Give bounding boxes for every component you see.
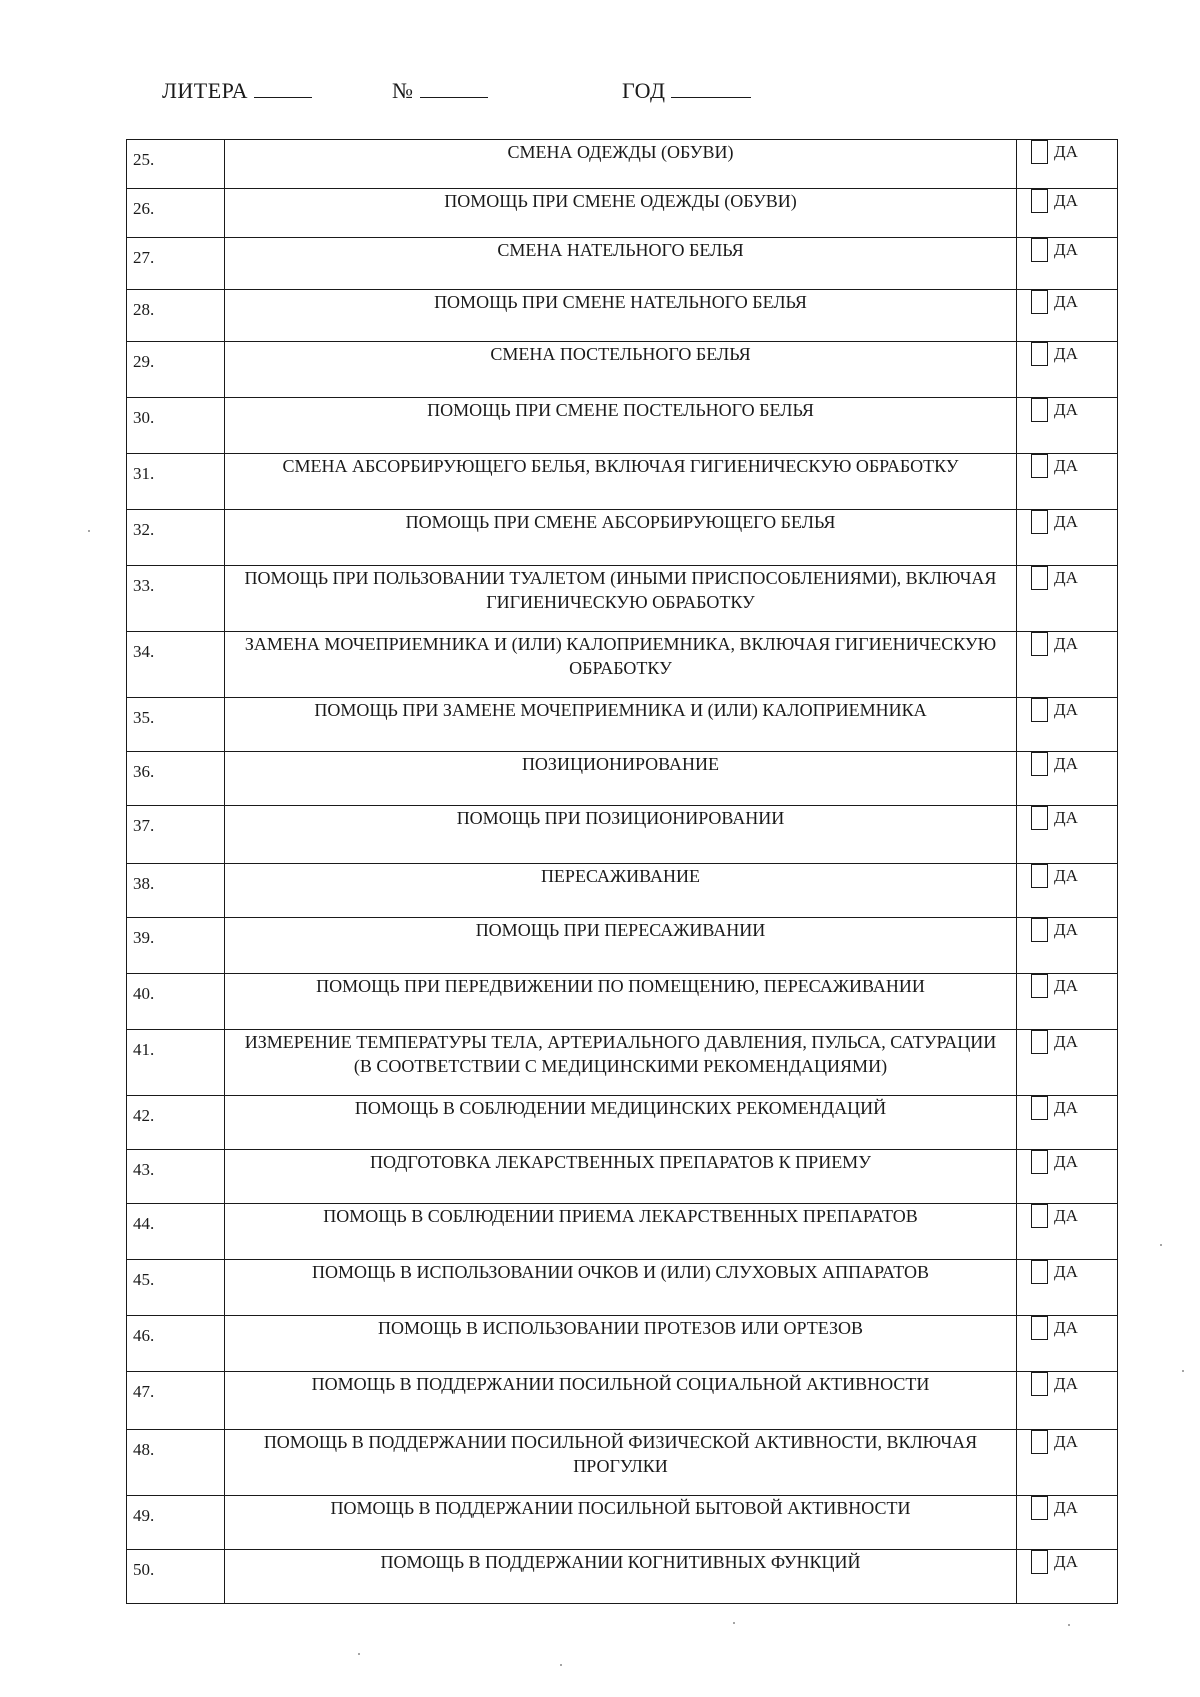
yes-label: ДА [1054,1498,1078,1517]
row-yes-cell[interactable] [1017,974,1118,1030]
row-number: 42. [127,1096,225,1150]
table-row [127,189,1118,238]
table-row [127,454,1118,510]
yes-checkbox[interactable] [1031,1260,1048,1284]
row-number: 37. [127,806,225,864]
yes-checkbox[interactable] [1031,1030,1048,1054]
yes-checkbox[interactable] [1031,189,1048,213]
row-service-text: ПЕРЕСАЖИВАНИЕ [225,864,1017,918]
row-service-text: ПОМОЩЬ В ИСПОЛЬЗОВАНИИ ОЧКОВ И (ИЛИ) СЛУХОВЫХ АППАРАТОВ [225,1260,1017,1316]
yes-checkbox[interactable] [1031,1096,1048,1120]
row-yes-cell[interactable] [1017,1550,1118,1604]
yes-checkbox[interactable] [1031,342,1048,366]
yes-label: ДА [1054,191,1078,210]
table-row [127,1550,1118,1604]
row-service-text: ПОМОЩЬ В ПОДДЕРЖАНИИ КОГНИТИВНЫХ ФУНКЦИЙ [225,1550,1017,1604]
row-number: 28. [127,290,225,342]
yes-checkbox[interactable] [1031,632,1048,656]
row-number: 39. [127,918,225,974]
row-yes-cell[interactable] [1017,454,1118,510]
yes-checkbox[interactable] [1031,238,1048,262]
yes-checkbox[interactable] [1031,864,1048,888]
yes-label: ДА [1054,1152,1078,1171]
row-yes-cell[interactable] [1017,698,1118,752]
row-service-text: СМЕНА ПОСТЕЛЬНОГО БЕЛЬЯ [225,342,1017,398]
row-number: 41. [127,1030,225,1096]
yes-checkbox[interactable] [1031,1550,1048,1574]
row-yes-cell[interactable] [1017,1372,1118,1430]
row-yes-cell[interactable] [1017,398,1118,454]
yes-checkbox[interactable] [1031,806,1048,830]
yes-checkbox[interactable] [1031,510,1048,534]
number-field [392,78,488,104]
row-service-text: ПОМОЩЬ В СОБЛЮДЕНИИ МЕДИЦИНСКИХ РЕКОМЕНДАЦИЙ [225,1096,1017,1150]
table-row [127,566,1118,632]
yes-label: ДА [1054,1552,1078,1571]
row-yes-cell[interactable] [1017,632,1118,698]
row-yes-cell[interactable] [1017,1150,1118,1204]
yes-label: ДА [1054,866,1078,885]
year-label: ГОД [622,78,666,103]
yes-label: ДА [1054,568,1078,587]
yes-label: ДА [1054,808,1078,827]
row-service-text: ПОМОЩЬ ПРИ ПЕРЕСАЖИВАНИИ [225,918,1017,974]
year-field [622,78,751,104]
yes-checkbox[interactable] [1031,1430,1048,1454]
yes-label: ДА [1054,142,1078,161]
row-yes-cell[interactable] [1017,752,1118,806]
table-row [127,1030,1118,1096]
scan-speck [88,530,90,532]
yes-label: ДА [1054,1318,1078,1337]
table-row [127,974,1118,1030]
row-service-text: ПОМОЩЬ ПРИ СМЕНЕ ОДЕЖДЫ (ОБУВИ) [225,189,1017,238]
table-row [127,752,1118,806]
row-service-text: ИЗМЕРЕНИЕ ТЕМПЕРАТУРЫ ТЕЛА, АРТЕРИАЛЬНОГО ДАВЛЕНИЯ, ПУЛЬСА, САТУРАЦИИ (В СООТВЕТСТВИИ С МЕДИЦИНСКИМИ РЕКОМЕНДАЦИЯМИ) [225,1030,1017,1096]
number-blank[interactable] [420,79,488,98]
scan-speck [358,1653,360,1655]
row-number: 38. [127,864,225,918]
scan-speck [1160,1244,1162,1246]
yes-label: ДА [1054,292,1078,311]
row-service-text: ПОМОЩЬ ПРИ ПОЗИЦИОНИРОВАНИИ [225,806,1017,864]
row-number: 27. [127,238,225,290]
row-number: 26. [127,189,225,238]
yes-label: ДА [1054,456,1078,475]
table-row [127,290,1118,342]
row-yes-cell[interactable] [1017,238,1118,290]
yes-label: ДА [1054,344,1078,363]
yes-label: ДА [1054,512,1078,531]
row-yes-cell[interactable] [1017,918,1118,974]
table-row [127,1204,1118,1260]
row-service-text: СМЕНА ОДЕЖДЫ (ОБУВИ) [225,140,1017,189]
table-row [127,1316,1118,1372]
yes-checkbox[interactable] [1031,1316,1048,1340]
table-row [127,698,1118,752]
row-number: 25. [127,140,225,189]
row-number: 48. [127,1430,225,1496]
row-yes-cell[interactable] [1017,1496,1118,1550]
row-number: 35. [127,698,225,752]
row-service-text: СМЕНА НАТЕЛЬНОГО БЕЛЬЯ [225,238,1017,290]
yes-label: ДА [1054,400,1078,419]
row-service-text: ПОМОЩЬ В ИСПОЛЬЗОВАНИИ ПРОТЕЗОВ ИЛИ ОРТЕЗОВ [225,1316,1017,1372]
row-service-text: ПОЗИЦИОНИРОВАНИЕ [225,752,1017,806]
row-number: 50. [127,1550,225,1604]
table-row [127,1430,1118,1496]
yes-label: ДА [1054,700,1078,719]
row-service-text: ПОМОЩЬ В ПОДДЕРЖАНИИ ПОСИЛЬНОЙ ФИЗИЧЕСКОЙ АКТИВНОСТИ, ВКЛЮЧАЯ ПРОГУЛКИ [225,1430,1017,1496]
row-number: 47. [127,1372,225,1430]
table-row [127,918,1118,974]
row-yes-cell[interactable] [1017,342,1118,398]
scan-speck [733,1622,735,1624]
yes-label: ДА [1054,1206,1078,1225]
row-yes-cell[interactable] [1017,1030,1118,1096]
row-number: 46. [127,1316,225,1372]
row-number: 40. [127,974,225,1030]
yes-checkbox[interactable] [1031,752,1048,776]
table-row [127,1496,1118,1550]
table-row [127,238,1118,290]
row-number: 36. [127,752,225,806]
row-service-text: ПОМОЩЬ ПРИ ЗАМЕНЕ МОЧЕПРИЕМНИКА И (ИЛИ) КАЛОПРИЕМНИКА [225,698,1017,752]
yes-label: ДА [1054,1262,1078,1281]
yes-label: ДА [1054,1032,1078,1051]
table-row [127,806,1118,864]
services-table-body [127,140,1118,1604]
row-service-text: ПОМОЩЬ ПРИ ПОЛЬЗОВАНИИ ТУАЛЕТОМ (ИНЫМИ ПРИСПОСОБЛЕНИЯМИ), ВКЛЮЧАЯ ГИГИЕНИЧЕСКУЮ ОБРАБОТКУ [225,566,1017,632]
row-yes-cell[interactable] [1017,140,1118,189]
yes-label: ДА [1054,976,1078,995]
yes-checkbox[interactable] [1031,454,1048,478]
row-service-text: ПОМОЩЬ ПРИ ПЕРЕДВИЖЕНИИ ПО ПОМЕЩЕНИЮ, ПЕРЕСАЖИВАНИИ [225,974,1017,1030]
row-service-text: ПОМОЩЬ В ПОДДЕРЖАНИИ ПОСИЛЬНОЙ БЫТОВОЙ АКТИВНОСТИ [225,1496,1017,1550]
row-number: 29. [127,342,225,398]
yes-label: ДА [1054,754,1078,773]
yes-checkbox[interactable] [1031,1150,1048,1174]
services-table [126,139,1118,1604]
litera-blank[interactable] [254,79,312,98]
row-service-text: ПОМОЩЬ ПРИ СМЕНЕ ПОСТЕЛЬНОГО БЕЛЬЯ [225,398,1017,454]
row-yes-cell[interactable] [1017,806,1118,864]
table-row [127,632,1118,698]
yes-checkbox[interactable] [1031,1496,1048,1520]
yes-checkbox[interactable] [1031,140,1048,164]
row-yes-cell[interactable] [1017,189,1118,238]
row-service-text: СМЕНА АБСОРБИРУЮЩЕГО БЕЛЬЯ, ВКЛЮЧАЯ ГИГИЕНИЧЕСКУЮ ОБРАБОТКУ [225,454,1017,510]
row-yes-cell[interactable] [1017,1096,1118,1150]
row-number: 45. [127,1260,225,1316]
table-row [127,1096,1118,1150]
row-yes-cell[interactable] [1017,1316,1118,1372]
row-yes-cell[interactable] [1017,566,1118,632]
yes-checkbox[interactable] [1031,918,1048,942]
scan-speck [560,1664,562,1666]
row-number: 30. [127,398,225,454]
row-yes-cell[interactable] [1017,1204,1118,1260]
yes-label: ДА [1054,1374,1078,1393]
yes-checkbox[interactable] [1031,290,1048,314]
year-blank[interactable] [671,79,751,98]
row-number: 43. [127,1150,225,1204]
yes-checkbox[interactable] [1031,698,1048,722]
row-service-text: ПОДГОТОВКА ЛЕКАРСТВЕННЫХ ПРЕПАРАТОВ К ПРИЕМУ [225,1150,1017,1204]
table-row [127,140,1118,189]
table-row [127,510,1118,566]
table-row [127,1372,1118,1430]
yes-checkbox[interactable] [1031,398,1048,422]
scan-speck [1182,1370,1184,1372]
row-yes-cell[interactable] [1017,864,1118,918]
row-service-text: ЗАМЕНА МОЧЕПРИЕМНИКА И (ИЛИ) КАЛОПРИЕМНИКА, ВКЛЮЧАЯ ГИГИЕНИЧЕСКУЮ ОБРАБОТКУ [225,632,1017,698]
table-row [127,864,1118,918]
scan-speck [1068,1624,1070,1626]
yes-checkbox[interactable] [1031,566,1048,590]
table-row [127,342,1118,398]
table-row [127,1260,1118,1316]
row-yes-cell[interactable] [1017,1430,1118,1496]
row-yes-cell[interactable] [1017,510,1118,566]
row-service-text: ПОМОЩЬ ПРИ СМЕНЕ НАТЕЛЬНОГО БЕЛЬЯ [225,290,1017,342]
yes-label: ДА [1054,634,1078,653]
yes-label: ДА [1054,1098,1078,1117]
yes-label: ДА [1054,1432,1078,1451]
row-yes-cell[interactable] [1017,290,1118,342]
number-label: № [392,78,414,103]
yes-label: ДА [1054,920,1078,939]
row-number: 32. [127,510,225,566]
table-row [127,398,1118,454]
table-row [127,1150,1118,1204]
row-service-text: ПОМОЩЬ В ПОДДЕРЖАНИИ ПОСИЛЬНОЙ СОЦИАЛЬНОЙ АКТИВНОСТИ [225,1372,1017,1430]
row-service-text: ПОМОЩЬ ПРИ СМЕНЕ АБСОРБИРУЮЩЕГО БЕЛЬЯ [225,510,1017,566]
row-number: 49. [127,1496,225,1550]
row-yes-cell[interactable] [1017,1260,1118,1316]
row-number: 31. [127,454,225,510]
litera-label: ЛИТЕРА [162,78,248,103]
yes-checkbox[interactable] [1031,974,1048,998]
row-number: 34. [127,632,225,698]
row-number: 44. [127,1204,225,1260]
yes-checkbox[interactable] [1031,1204,1048,1228]
litera-field [162,78,312,104]
row-service-text: ПОМОЩЬ В СОБЛЮДЕНИИ ПРИЕМА ЛЕКАРСТВЕННЫХ ПРЕПАРАТОВ [225,1204,1017,1260]
yes-label: ДА [1054,240,1078,259]
yes-checkbox[interactable] [1031,1372,1048,1396]
row-number: 33. [127,566,225,632]
